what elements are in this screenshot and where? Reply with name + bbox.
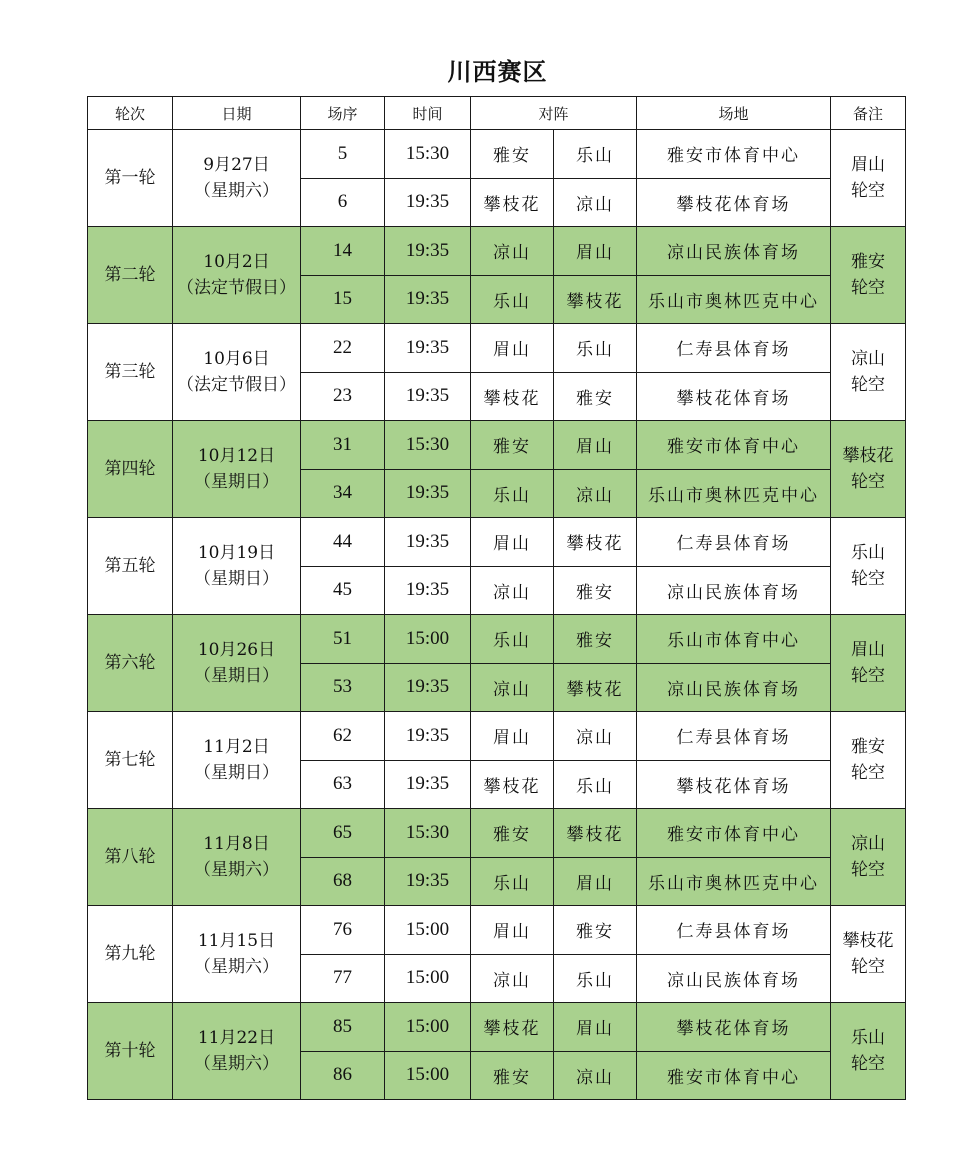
bye-label-text: 轮空 <box>851 957 886 977</box>
match-no-cell: 23 <box>301 372 385 421</box>
away-team-cell: 攀枝花 <box>554 275 637 324</box>
time-cell: 15:00 <box>385 954 471 1003</box>
away-team-cell: 乐山 <box>554 954 637 1003</box>
match-no-cell: 44 <box>301 518 385 567</box>
home-team-cell: 雅安 <box>471 130 554 179</box>
home-team-cell: 攀枝花 <box>471 178 554 227</box>
time-cell: 19:35 <box>385 663 471 712</box>
match-no-cell: 53 <box>301 663 385 712</box>
home-team-cell: 乐山 <box>471 275 554 324</box>
round-cell: 第一轮 <box>88 130 173 227</box>
venue-cell: 雅安市体育中心 <box>637 130 831 179</box>
table-row <box>88 906 906 955</box>
date-text: 11月2日 <box>203 737 270 757</box>
time-cell: 19:35 <box>385 324 471 373</box>
bye-team-text: 乐山 <box>851 543 886 563</box>
venue-cell: 仁寿县体育场 <box>637 324 831 373</box>
time-cell: 19:35 <box>385 372 471 421</box>
note-cell <box>831 712 906 809</box>
venue-cell: 雅安市体育中心 <box>637 1051 831 1100</box>
weekday-text: （星期六） <box>194 1054 279 1074</box>
venue-cell: 乐山市奥林匹克中心 <box>637 469 831 518</box>
venue-cell: 攀枝花体育场 <box>637 760 831 809</box>
venue-cell: 雅安市体育中心 <box>637 809 831 858</box>
match-no-cell: 51 <box>301 615 385 664</box>
weekday-text: （星期日） <box>194 763 279 783</box>
home-team-cell: 凉山 <box>471 227 554 276</box>
date-cell <box>173 518 301 615</box>
venue-cell: 攀枝花体育场 <box>637 178 831 227</box>
date-cell <box>173 130 301 227</box>
bye-team-text: 攀枝花 <box>842 931 894 951</box>
home-team-cell: 乐山 <box>471 615 554 664</box>
table-row <box>88 1003 906 1052</box>
note-cell <box>831 227 906 324</box>
bye-team-text: 乐山 <box>851 1028 886 1048</box>
table-row <box>88 227 906 276</box>
venue-cell: 雅安市体育中心 <box>637 421 831 470</box>
table-row <box>88 324 906 373</box>
home-team-cell: 攀枝花 <box>471 760 554 809</box>
time-cell: 19:35 <box>385 178 471 227</box>
venue-cell: 仁寿县体育场 <box>637 906 831 955</box>
away-team-cell: 眉山 <box>554 421 637 470</box>
header-row <box>88 97 906 130</box>
home-team-cell: 凉山 <box>471 954 554 1003</box>
schedule-body <box>88 130 906 1100</box>
home-team-cell: 眉山 <box>471 518 554 567</box>
match-no-cell: 68 <box>301 857 385 906</box>
home-team-cell: 眉山 <box>471 324 554 373</box>
match-no-cell: 85 <box>301 1003 385 1052</box>
header-matchup: 对阵 <box>471 97 637 130</box>
time-cell: 19:35 <box>385 857 471 906</box>
date-cell <box>173 712 301 809</box>
venue-cell: 仁寿县体育场 <box>637 518 831 567</box>
bye-team-text: 凉山 <box>851 834 886 854</box>
time-cell: 15:00 <box>385 906 471 955</box>
away-team-cell: 攀枝花 <box>554 663 637 712</box>
header-match-no: 场序 <box>301 97 385 130</box>
date-cell <box>173 227 301 324</box>
weekday-text: （星期六） <box>194 957 279 977</box>
header-date: 日期 <box>173 97 301 130</box>
home-team-cell: 攀枝花 <box>471 1003 554 1052</box>
note-cell <box>831 1003 906 1100</box>
header-time: 时间 <box>385 97 471 130</box>
away-team-cell: 雅安 <box>554 615 637 664</box>
date-text: 9月27日 <box>203 155 270 175</box>
venue-cell: 凉山民族体育场 <box>637 227 831 276</box>
date-text: 11月15日 <box>197 931 276 951</box>
bye-label-text: 轮空 <box>851 181 886 201</box>
bye-team-text: 眉山 <box>851 640 886 660</box>
match-no-cell: 34 <box>301 469 385 518</box>
time-cell: 19:35 <box>385 469 471 518</box>
round-cell: 第九轮 <box>88 906 173 1003</box>
time-cell: 15:00 <box>385 615 471 664</box>
note-cell <box>831 906 906 1003</box>
page-title: 川西赛区 <box>447 58 548 86</box>
venue-cell: 凉山民族体育场 <box>637 566 831 615</box>
date-text: 10月26日 <box>197 640 276 660</box>
weekday-text: （法定节假日） <box>177 278 296 298</box>
bye-label-text: 轮空 <box>851 1054 886 1074</box>
date-text: 11月22日 <box>197 1028 276 1048</box>
match-no-cell: 86 <box>301 1051 385 1100</box>
away-team-cell: 攀枝花 <box>554 809 637 858</box>
match-no-cell: 77 <box>301 954 385 1003</box>
away-team-cell: 乐山 <box>554 760 637 809</box>
schedule-table <box>87 96 906 1100</box>
date-text: 10月12日 <box>197 446 276 466</box>
away-team-cell: 乐山 <box>554 324 637 373</box>
venue-cell: 仁寿县体育场 <box>637 712 831 761</box>
weekday-text: （星期日） <box>194 666 279 686</box>
bye-team-text: 雅安 <box>851 252 886 272</box>
table-row <box>88 130 906 179</box>
round-cell: 第十轮 <box>88 1003 173 1100</box>
match-no-cell: 45 <box>301 566 385 615</box>
venue-cell: 凉山民族体育场 <box>637 954 831 1003</box>
venue-cell: 凉山民族体育场 <box>637 663 831 712</box>
weekday-text: （星期六） <box>194 860 279 880</box>
header-venue: 场地 <box>637 97 831 130</box>
date-text: 11月8日 <box>203 834 270 854</box>
header-note: 备注 <box>831 97 906 130</box>
venue-cell: 乐山市体育中心 <box>637 615 831 664</box>
match-no-cell: 65 <box>301 809 385 858</box>
bye-label-text: 轮空 <box>851 569 886 589</box>
home-team-cell: 雅安 <box>471 809 554 858</box>
table-row <box>88 518 906 567</box>
date-cell <box>173 421 301 518</box>
header-round: 轮次 <box>88 97 173 130</box>
weekday-text: （星期日） <box>194 472 279 492</box>
time-cell: 15:00 <box>385 1003 471 1052</box>
match-no-cell: 6 <box>301 178 385 227</box>
time-cell: 19:35 <box>385 275 471 324</box>
note-cell <box>831 518 906 615</box>
away-team-cell: 乐山 <box>554 130 637 179</box>
away-team-cell: 攀枝花 <box>554 518 637 567</box>
table-row <box>88 712 906 761</box>
match-no-cell: 31 <box>301 421 385 470</box>
venue-cell: 攀枝花体育场 <box>637 1003 831 1052</box>
weekday-text: （星期六） <box>194 181 279 201</box>
time-cell: 19:35 <box>385 566 471 615</box>
bye-team-text: 凉山 <box>851 349 886 369</box>
match-no-cell: 63 <box>301 760 385 809</box>
away-team-cell: 眉山 <box>554 857 637 906</box>
home-team-cell: 乐山 <box>471 857 554 906</box>
date-text: 10月2日 <box>203 252 270 272</box>
bye-label-text: 轮空 <box>851 375 886 395</box>
table-row <box>88 615 906 664</box>
note-cell <box>831 421 906 518</box>
away-team-cell: 雅安 <box>554 566 637 615</box>
weekday-text: （法定节假日） <box>177 375 296 395</box>
home-team-cell: 乐山 <box>471 469 554 518</box>
round-cell: 第八轮 <box>88 809 173 906</box>
match-no-cell: 22 <box>301 324 385 373</box>
date-text: 10月6日 <box>203 349 270 369</box>
away-team-cell: 眉山 <box>554 1003 637 1052</box>
time-cell: 15:30 <box>385 809 471 858</box>
time-cell: 19:35 <box>385 518 471 567</box>
date-cell <box>173 906 301 1003</box>
table-row <box>88 809 906 858</box>
time-cell: 19:35 <box>385 760 471 809</box>
home-team-cell: 眉山 <box>471 906 554 955</box>
away-team-cell: 凉山 <box>554 469 637 518</box>
date-text: 10月19日 <box>197 543 276 563</box>
venue-cell: 乐山市奥林匹克中心 <box>637 857 831 906</box>
note-cell <box>831 615 906 712</box>
away-team-cell: 凉山 <box>554 178 637 227</box>
bye-label-text: 轮空 <box>851 666 886 686</box>
time-cell: 15:30 <box>385 421 471 470</box>
round-cell: 第七轮 <box>88 712 173 809</box>
bye-team-text: 攀枝花 <box>842 446 894 466</box>
away-team-cell: 眉山 <box>554 227 637 276</box>
match-no-cell: 76 <box>301 906 385 955</box>
match-no-cell: 14 <box>301 227 385 276</box>
table-row <box>88 421 906 470</box>
time-cell: 19:35 <box>385 227 471 276</box>
home-team-cell: 凉山 <box>471 566 554 615</box>
bye-team-text: 眉山 <box>851 155 886 175</box>
bye-label-text: 轮空 <box>851 278 886 298</box>
date-cell <box>173 809 301 906</box>
date-cell <box>173 1003 301 1100</box>
home-team-cell: 雅安 <box>471 1051 554 1100</box>
home-team-cell: 眉山 <box>471 712 554 761</box>
time-cell: 19:35 <box>385 712 471 761</box>
home-team-cell: 雅安 <box>471 421 554 470</box>
match-no-cell: 15 <box>301 275 385 324</box>
round-cell: 第四轮 <box>88 421 173 518</box>
away-team-cell: 凉山 <box>554 712 637 761</box>
note-cell <box>831 809 906 906</box>
venue-cell: 攀枝花体育场 <box>637 372 831 421</box>
note-cell <box>831 130 906 227</box>
time-cell: 15:30 <box>385 130 471 179</box>
weekday-text: （星期日） <box>194 569 279 589</box>
away-team-cell: 雅安 <box>554 906 637 955</box>
bye-team-text: 雅安 <box>851 737 886 757</box>
match-no-cell: 5 <box>301 130 385 179</box>
date-cell <box>173 615 301 712</box>
bye-label-text: 轮空 <box>851 472 886 492</box>
home-team-cell: 攀枝花 <box>471 372 554 421</box>
round-cell: 第二轮 <box>88 227 173 324</box>
round-cell: 第五轮 <box>88 518 173 615</box>
away-team-cell: 雅安 <box>554 372 637 421</box>
date-cell <box>173 324 301 421</box>
match-no-cell: 62 <box>301 712 385 761</box>
bye-label-text: 轮空 <box>851 860 886 880</box>
away-team-cell: 凉山 <box>554 1051 637 1100</box>
venue-cell: 乐山市奥林匹克中心 <box>637 275 831 324</box>
round-cell: 第六轮 <box>88 615 173 712</box>
home-team-cell: 凉山 <box>471 663 554 712</box>
note-cell <box>831 324 906 421</box>
round-cell: 第三轮 <box>88 324 173 421</box>
time-cell: 15:00 <box>385 1051 471 1100</box>
bye-label-text: 轮空 <box>851 763 886 783</box>
